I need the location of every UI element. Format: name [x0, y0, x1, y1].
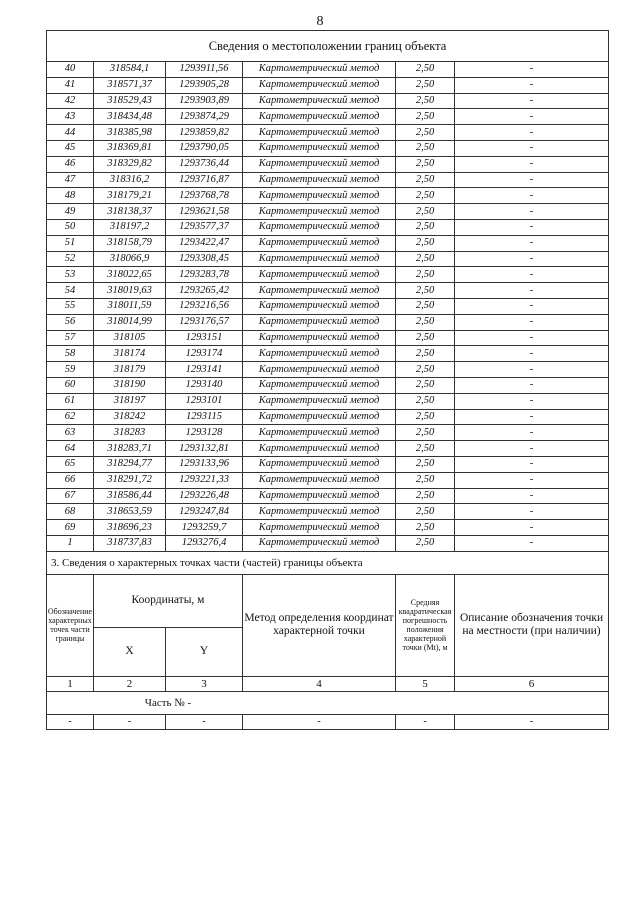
accuracy: 2,50 [396, 219, 455, 235]
point-number: 46 [47, 156, 94, 172]
table-row [47, 377, 609, 393]
empty-cell: - [47, 714, 94, 729]
coord-y: 1293226,48 [166, 488, 243, 504]
accuracy: 2,50 [396, 109, 455, 125]
boundary-table [46, 30, 609, 730]
table-row [47, 204, 609, 220]
coord-x: 318179 [94, 362, 166, 378]
table-row [47, 393, 609, 409]
table-row [47, 346, 609, 362]
accuracy: 2,50 [396, 393, 455, 409]
table-row [47, 472, 609, 488]
table-row [47, 488, 609, 504]
coord-y: 1293141 [166, 362, 243, 378]
description: - [455, 204, 609, 220]
coord-x: 318105 [94, 330, 166, 346]
description: - [455, 125, 609, 141]
method: Картометрический метод [243, 251, 396, 267]
table-row [47, 156, 609, 172]
column-number: 5 [396, 676, 455, 691]
description: - [455, 251, 609, 267]
coord-y: 1293128 [166, 425, 243, 441]
column-number: 2 [94, 676, 166, 691]
description: - [455, 362, 609, 378]
accuracy: 2,50 [396, 520, 455, 536]
accuracy: 2,50 [396, 425, 455, 441]
header-point-designation: Обозначение характерных точек части границы [47, 574, 94, 676]
method: Картометрический метод [243, 488, 396, 504]
table-row [47, 314, 609, 330]
description: - [455, 109, 609, 125]
description: - [455, 425, 609, 441]
empty-cell: - [455, 714, 609, 729]
accuracy: 2,50 [396, 535, 455, 551]
accuracy: 2,50 [396, 409, 455, 425]
coord-x: 318283,71 [94, 441, 166, 457]
coord-x: 318242 [94, 409, 166, 425]
accuracy: 2,50 [396, 93, 455, 109]
accuracy: 2,50 [396, 172, 455, 188]
header-y: Y [166, 627, 243, 676]
coord-y: 1293247,84 [166, 504, 243, 520]
coord-x: 318014,99 [94, 314, 166, 330]
table-row [47, 172, 609, 188]
coord-y: 1293736,44 [166, 156, 243, 172]
coord-y: 1293132,81 [166, 441, 243, 457]
method: Картометрический метод [243, 504, 396, 520]
coord-y: 1293768,78 [166, 188, 243, 204]
coord-x: 318066,9 [94, 251, 166, 267]
point-number: 64 [47, 441, 94, 457]
accuracy: 2,50 [396, 283, 455, 299]
table-row [47, 456, 609, 472]
point-number: 68 [47, 504, 94, 520]
table-row [47, 267, 609, 283]
description: - [455, 488, 609, 504]
header-accuracy: Средняя квадратическая погрешность положения характерной точки (Mt), м [396, 574, 455, 676]
accuracy: 2,50 [396, 251, 455, 267]
coord-x: 318369,81 [94, 140, 166, 156]
accuracy: 2,50 [396, 156, 455, 172]
coord-y: 1293140 [166, 377, 243, 393]
coord-x: 318291,72 [94, 472, 166, 488]
coord-y: 1293176,57 [166, 314, 243, 330]
coord-y: 1293308,45 [166, 251, 243, 267]
table-row [47, 330, 609, 346]
method: Картометрический метод [243, 77, 396, 93]
coord-y: 1293905,28 [166, 77, 243, 93]
point-number: 48 [47, 188, 94, 204]
method: Картометрический метод [243, 125, 396, 141]
description: - [455, 283, 609, 299]
point-number: 60 [47, 377, 94, 393]
description: - [455, 330, 609, 346]
table-row [47, 520, 609, 536]
empty-cell: - [396, 714, 455, 729]
empty-cell: - [243, 714, 396, 729]
coord-y: 1293216,56 [166, 298, 243, 314]
coord-y: 1293874,29 [166, 109, 243, 125]
table-row [47, 188, 609, 204]
table-row [47, 362, 609, 378]
coord-x: 318190 [94, 377, 166, 393]
coord-y: 1293716,87 [166, 172, 243, 188]
coord-x: 318434,48 [94, 109, 166, 125]
coord-x: 318696,23 [94, 520, 166, 536]
point-number: 53 [47, 267, 94, 283]
method: Картометрический метод [243, 393, 396, 409]
coord-y: 1293859,82 [166, 125, 243, 141]
coord-y: 1293101 [166, 393, 243, 409]
description: - [455, 504, 609, 520]
coord-y: 1293903,89 [166, 93, 243, 109]
coord-x: 318138,37 [94, 204, 166, 220]
column-number: 1 [47, 676, 94, 691]
coord-x: 318197,2 [94, 219, 166, 235]
description: - [455, 535, 609, 551]
coord-x: 318283 [94, 425, 166, 441]
table-title: Сведения о местоположении границ объекта [47, 31, 609, 62]
method: Картометрический метод [243, 93, 396, 109]
coord-x: 318174 [94, 346, 166, 362]
description: - [455, 219, 609, 235]
method: Картометрический метод [243, 441, 396, 457]
point-number: 66 [47, 472, 94, 488]
accuracy: 2,50 [396, 456, 455, 472]
point-number: 49 [47, 204, 94, 220]
point-number: 55 [47, 298, 94, 314]
coord-x: 318019,63 [94, 283, 166, 299]
point-number: 43 [47, 109, 94, 125]
table-row [47, 283, 609, 299]
coord-y: 1293151 [166, 330, 243, 346]
method: Картометрический метод [243, 219, 396, 235]
point-number: 65 [47, 456, 94, 472]
table-row [47, 425, 609, 441]
method: Картометрический метод [243, 456, 396, 472]
coord-x: 318653,59 [94, 504, 166, 520]
method: Картометрический метод [243, 140, 396, 156]
method: Картометрический метод [243, 283, 396, 299]
coord-x: 318737,83 [94, 535, 166, 551]
accuracy: 2,50 [396, 504, 455, 520]
method: Картометрический метод [243, 409, 396, 425]
point-number: 54 [47, 283, 94, 299]
coord-y: 1293259,7 [166, 520, 243, 536]
accuracy: 2,50 [396, 330, 455, 346]
coord-x: 318529,43 [94, 93, 166, 109]
coord-x: 318586,44 [94, 488, 166, 504]
point-number: 50 [47, 219, 94, 235]
method: Картометрический метод [243, 314, 396, 330]
coord-y: 1293422,47 [166, 235, 243, 251]
coord-y: 1293115 [166, 409, 243, 425]
point-number: 59 [47, 362, 94, 378]
page-number: 8 [316, 14, 324, 29]
method: Картометрический метод [243, 172, 396, 188]
coord-y: 1293621,58 [166, 204, 243, 220]
column-number: 3 [166, 676, 243, 691]
coord-x: 318022,65 [94, 267, 166, 283]
header-description: Описание обозначения точки на местности (при наличии) [455, 574, 609, 676]
accuracy: 2,50 [396, 62, 455, 78]
description: - [455, 267, 609, 283]
point-number: 57 [47, 330, 94, 346]
header-coordinates: Координаты, м [94, 574, 243, 627]
accuracy: 2,50 [396, 441, 455, 457]
point-number: 67 [47, 488, 94, 504]
table-row [47, 109, 609, 125]
table-row [47, 441, 609, 457]
table-row [47, 219, 609, 235]
coord-x: 318158,79 [94, 235, 166, 251]
coord-y: 1293790,05 [166, 140, 243, 156]
column-number: 6 [455, 676, 609, 691]
accuracy: 2,50 [396, 77, 455, 93]
method: Картометрический метод [243, 330, 396, 346]
method: Картометрический метод [243, 188, 396, 204]
header-method: Метод определения координат характерной точки [243, 574, 396, 676]
coord-y: 1293577,37 [166, 219, 243, 235]
method: Картометрический метод [243, 472, 396, 488]
method: Картометрический метод [243, 377, 396, 393]
description: - [455, 472, 609, 488]
accuracy: 2,50 [396, 267, 455, 283]
method: Картометрический метод [243, 346, 396, 362]
point-number: 51 [47, 235, 94, 251]
method: Картометрический метод [243, 62, 396, 78]
description: - [455, 409, 609, 425]
coord-x: 318316,2 [94, 172, 166, 188]
empty-cell: - [166, 714, 243, 729]
point-number: 61 [47, 393, 94, 409]
description: - [455, 62, 609, 78]
method: Картометрический метод [243, 520, 396, 536]
description: - [455, 93, 609, 109]
description: - [455, 346, 609, 362]
method: Картометрический метод [243, 109, 396, 125]
description: - [455, 172, 609, 188]
point-number: 56 [47, 314, 94, 330]
point-number: 58 [47, 346, 94, 362]
description: - [455, 235, 609, 251]
description: - [455, 156, 609, 172]
method: Картометрический метод [243, 535, 396, 551]
table-row [47, 504, 609, 520]
table-row [47, 251, 609, 267]
table-row [47, 298, 609, 314]
coord-x: 318197 [94, 393, 166, 409]
description: - [455, 314, 609, 330]
coord-y: 1293221,33 [166, 472, 243, 488]
description: - [455, 520, 609, 536]
accuracy: 2,50 [396, 488, 455, 504]
point-number: 69 [47, 520, 94, 536]
coord-y: 1293174 [166, 346, 243, 362]
coord-x: 318011,59 [94, 298, 166, 314]
table-row [47, 140, 609, 156]
method: Картометрический метод [243, 425, 396, 441]
table-row [47, 409, 609, 425]
coord-y: 1293911,56 [166, 62, 243, 78]
description: - [455, 393, 609, 409]
point-number: 45 [47, 140, 94, 156]
coord-x: 318294,77 [94, 456, 166, 472]
coord-x: 318179,21 [94, 188, 166, 204]
method: Картометрический метод [243, 267, 396, 283]
accuracy: 2,50 [396, 377, 455, 393]
table-row [47, 235, 609, 251]
table-row [47, 535, 609, 551]
coord-y: 1293283,78 [166, 267, 243, 283]
table-row [47, 62, 609, 78]
table-row [47, 125, 609, 141]
accuracy: 2,50 [396, 298, 455, 314]
point-number: 41 [47, 77, 94, 93]
coord-x: 318385,98 [94, 125, 166, 141]
point-number: 44 [47, 125, 94, 141]
accuracy: 2,50 [396, 314, 455, 330]
method: Картометрический метод [243, 362, 396, 378]
table-row [47, 93, 609, 109]
column-number: 4 [243, 676, 396, 691]
point-number: 62 [47, 409, 94, 425]
description: - [455, 188, 609, 204]
description: - [455, 377, 609, 393]
description: - [455, 298, 609, 314]
section3-title: 3. Сведения о характерных точках части (частей) границы объекта [47, 551, 609, 574]
accuracy: 2,50 [396, 125, 455, 141]
point-number: 40 [47, 62, 94, 78]
point-number: 42 [47, 93, 94, 109]
point-number: 1 [47, 535, 94, 551]
coord-y: 1293265,42 [166, 283, 243, 299]
accuracy: 2,50 [396, 362, 455, 378]
coord-x: 318329,82 [94, 156, 166, 172]
description: - [455, 140, 609, 156]
accuracy: 2,50 [396, 140, 455, 156]
coord-x: 318571,37 [94, 77, 166, 93]
point-number: 63 [47, 425, 94, 441]
part-label: Часть № - [94, 691, 243, 714]
method: Картометрический метод [243, 235, 396, 251]
empty-cell: - [94, 714, 166, 729]
coord-y: 1293133,96 [166, 456, 243, 472]
description: - [455, 456, 609, 472]
accuracy: 2,50 [396, 204, 455, 220]
accuracy: 2,50 [396, 472, 455, 488]
point-number: 52 [47, 251, 94, 267]
description: - [455, 441, 609, 457]
accuracy: 2,50 [396, 188, 455, 204]
method: Картометрический метод [243, 156, 396, 172]
accuracy: 2,50 [396, 346, 455, 362]
description: - [455, 77, 609, 93]
header-x: X [94, 627, 166, 676]
table-row [47, 77, 609, 93]
method: Картометрический метод [243, 298, 396, 314]
point-number: 47 [47, 172, 94, 188]
coord-x: 318584,1 [94, 62, 166, 78]
method: Картометрический метод [243, 204, 396, 220]
accuracy: 2,50 [396, 235, 455, 251]
coord-y: 1293276,4 [166, 535, 243, 551]
